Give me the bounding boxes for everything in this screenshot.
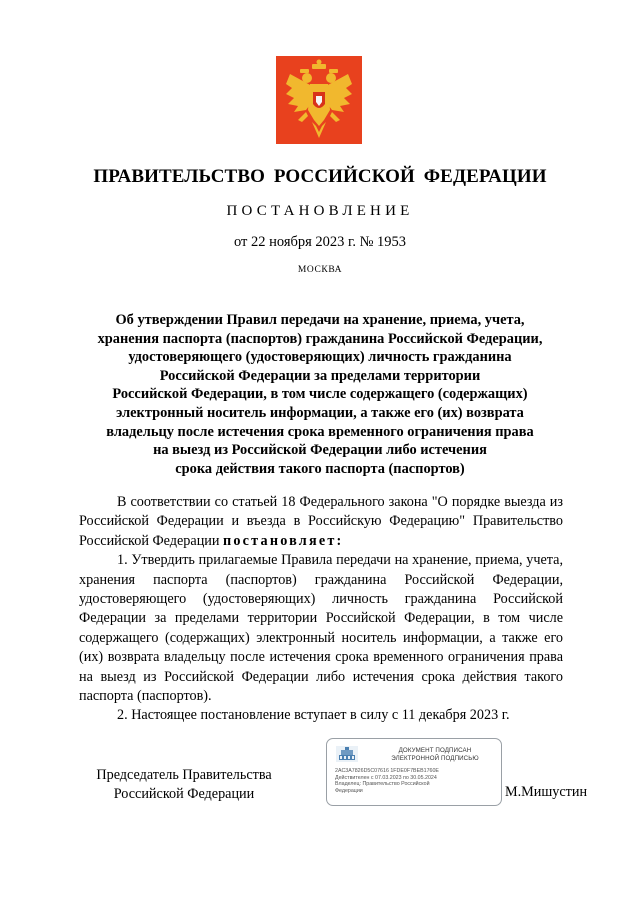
stamp-owner-line: Владелец: Правительство Российской	[335, 781, 430, 788]
document-body	[79, 493, 563, 726]
preamble-text: В соответствии со статьей 18 Федерального закона "О порядке выезда из Российской Федерации и въезда в Российскую Федерацию" Правительство Российской Федерации	[79, 494, 563, 549]
subject-line: срока действия такого паспорта (паспортов)	[175, 460, 465, 477]
subject-line: на выезд из Российской Федерации либо истечения	[153, 442, 487, 459]
subject-line: электронный носитель информации, а также его (их) возврата	[116, 404, 524, 421]
subject-line: Российской Федерации за пределами территории	[159, 367, 481, 384]
body-paragraph-preamble	[79, 493, 563, 551]
signer-title	[79, 766, 289, 805]
document-date-number: от 22 ноября 2023 г. № 1953	[233, 234, 407, 250]
document-type: ПОСТАНОВЛЕНИЕ	[226, 203, 414, 219]
subject-line: хранения паспорта (паспортов) гражданина Российской Федерации,	[97, 330, 543, 347]
stamp-heading	[373, 747, 497, 763]
document-city: МОСКВА	[297, 265, 343, 275]
signer-title-line: Российской Федерации	[113, 786, 255, 803]
stamp-heading-line: ЭЛЕКТРОННОЙ ПОДПИСЬЮ	[391, 754, 479, 762]
stamp-heading-line: ДОКУМЕНТ ПОДПИСАН	[398, 747, 472, 754]
electronic-signature-stamp	[326, 738, 502, 806]
stamp-certificate: 2AC3A7826D5C07616 1FDE0F7BEB1760E	[335, 768, 439, 774]
subject-line: владельцу после истечения срока временного ограничения права	[106, 423, 534, 440]
coat-of-arms-icon	[336, 746, 358, 762]
resolution-keyword: постановляет:	[223, 532, 344, 549]
stamp-owner-line: Федерации	[335, 787, 363, 794]
government-title: ПРАВИТЕЛЬСТВО РОССИЙСКОЙ ФЕДЕРАЦИИ	[93, 166, 547, 187]
subject-line: Об утверждении Правил передачи на хранение, приема, учета,	[115, 312, 525, 328]
body-paragraph-item-2: 2. Настоящее постановление вступает в силу с 11 декабря 2023 г.	[117, 707, 510, 724]
subject-line: Российской Федерации, в том числе содержащего (содержащих)	[112, 386, 528, 403]
coat-of-arms-icon	[276, 56, 362, 144]
signer-title-line: Председатель Правительства	[96, 767, 272, 783]
document-subject	[60, 311, 580, 478]
stamp-validity: Действителен с 07.03.2023 по 30.05.2024	[335, 774, 437, 781]
subject-line: удостоверяющего (удостоверяющих) личность гражданина	[128, 349, 512, 366]
stamp-details	[335, 768, 499, 794]
body-paragraph-item-1: 1. Утвердить прилагаемые Правила передачи на хранение, приема, учета, хранения паспорта (паспортов) гражданина Российской Федерации, удостоверяющего (удостоверяющих) личность гражданина Российской Федерации за пределами территории Российской Федерации, в том числе содержащего (содержащих) электронный носитель информации, а также его (их) возврата владельцу после истечения срока временного ограничения права на выезд из Российской Федерации либо истечения срока действия такого паспорта (паспортов).	[79, 552, 563, 705]
signer-name: М.Мишустин	[505, 784, 588, 800]
